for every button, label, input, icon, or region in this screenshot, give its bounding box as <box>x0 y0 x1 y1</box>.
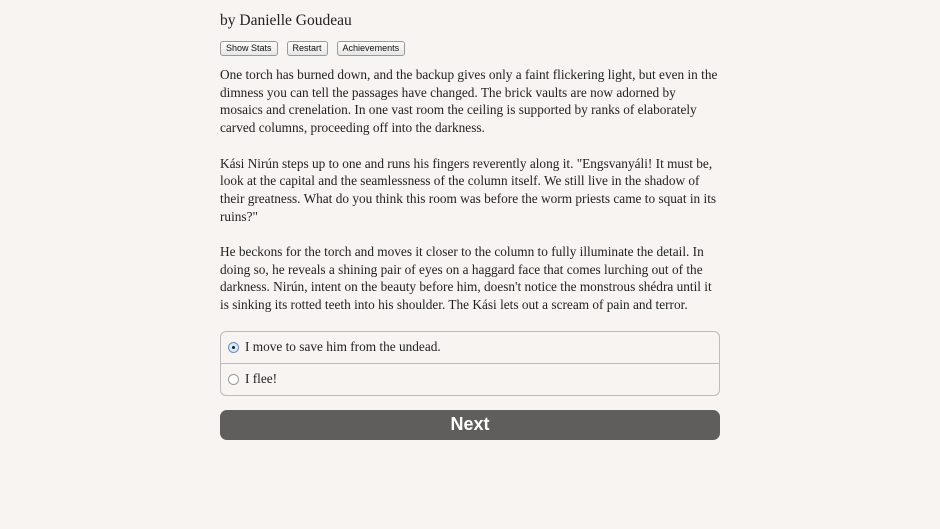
story-paragraph: Kási Nirún steps up to one and runs his fingers reverently along it. "Engsvanyáli! It must be, look at the capital and the seamlessness of the column itself. We still live in the shadow of their greatness. What do you think this room was before the worm priests came to squat in its ruins?" <box>220 155 717 224</box>
author-byline: by Danielle Goudeau <box>220 12 352 29</box>
choice-label: I flee! <box>245 371 278 386</box>
next-button[interactable]: Next <box>220 410 720 440</box>
game-content <box>220 10 720 440</box>
choice-label: I move to save him from the undead. <box>245 339 441 354</box>
story-paragraph: One torch has burned down, and the backup gives only a faint flickering light, but even in the dimness you can tell the passages have changed. The brick vaults are now adorned by mosaics and crenelation. In one vast room the ceiling is supported by ranks of elaborately carved columns, proceeding off into the darkness. <box>220 67 718 136</box>
choice-save-him[interactable] <box>221 332 719 363</box>
story-text <box>220 66 720 314</box>
restart-button[interactable]: Restart <box>287 41 328 56</box>
toolbar <box>220 41 720 56</box>
show-stats-button[interactable]: Show Stats <box>220 41 278 56</box>
story-paragraph: He beckons for the torch and moves it closer to the column to fully illuminate the detail. In doing so, he reveals a shining pair of eyes on a haggard face that comes lurching out of the darkness. Nirún, intent on the beauty before him, doesn't notice the monstrous shédra until it is sinking its rotted teeth into his shoulder. The Kási lets out a scream of pain and terror. <box>220 244 712 313</box>
choice-list <box>220 331 720 396</box>
achievements-button[interactable]: Achievements <box>337 41 406 56</box>
radio-selected-icon[interactable] <box>228 342 239 353</box>
choice-flee[interactable] <box>221 363 719 395</box>
radio-unselected-icon[interactable] <box>228 374 239 385</box>
